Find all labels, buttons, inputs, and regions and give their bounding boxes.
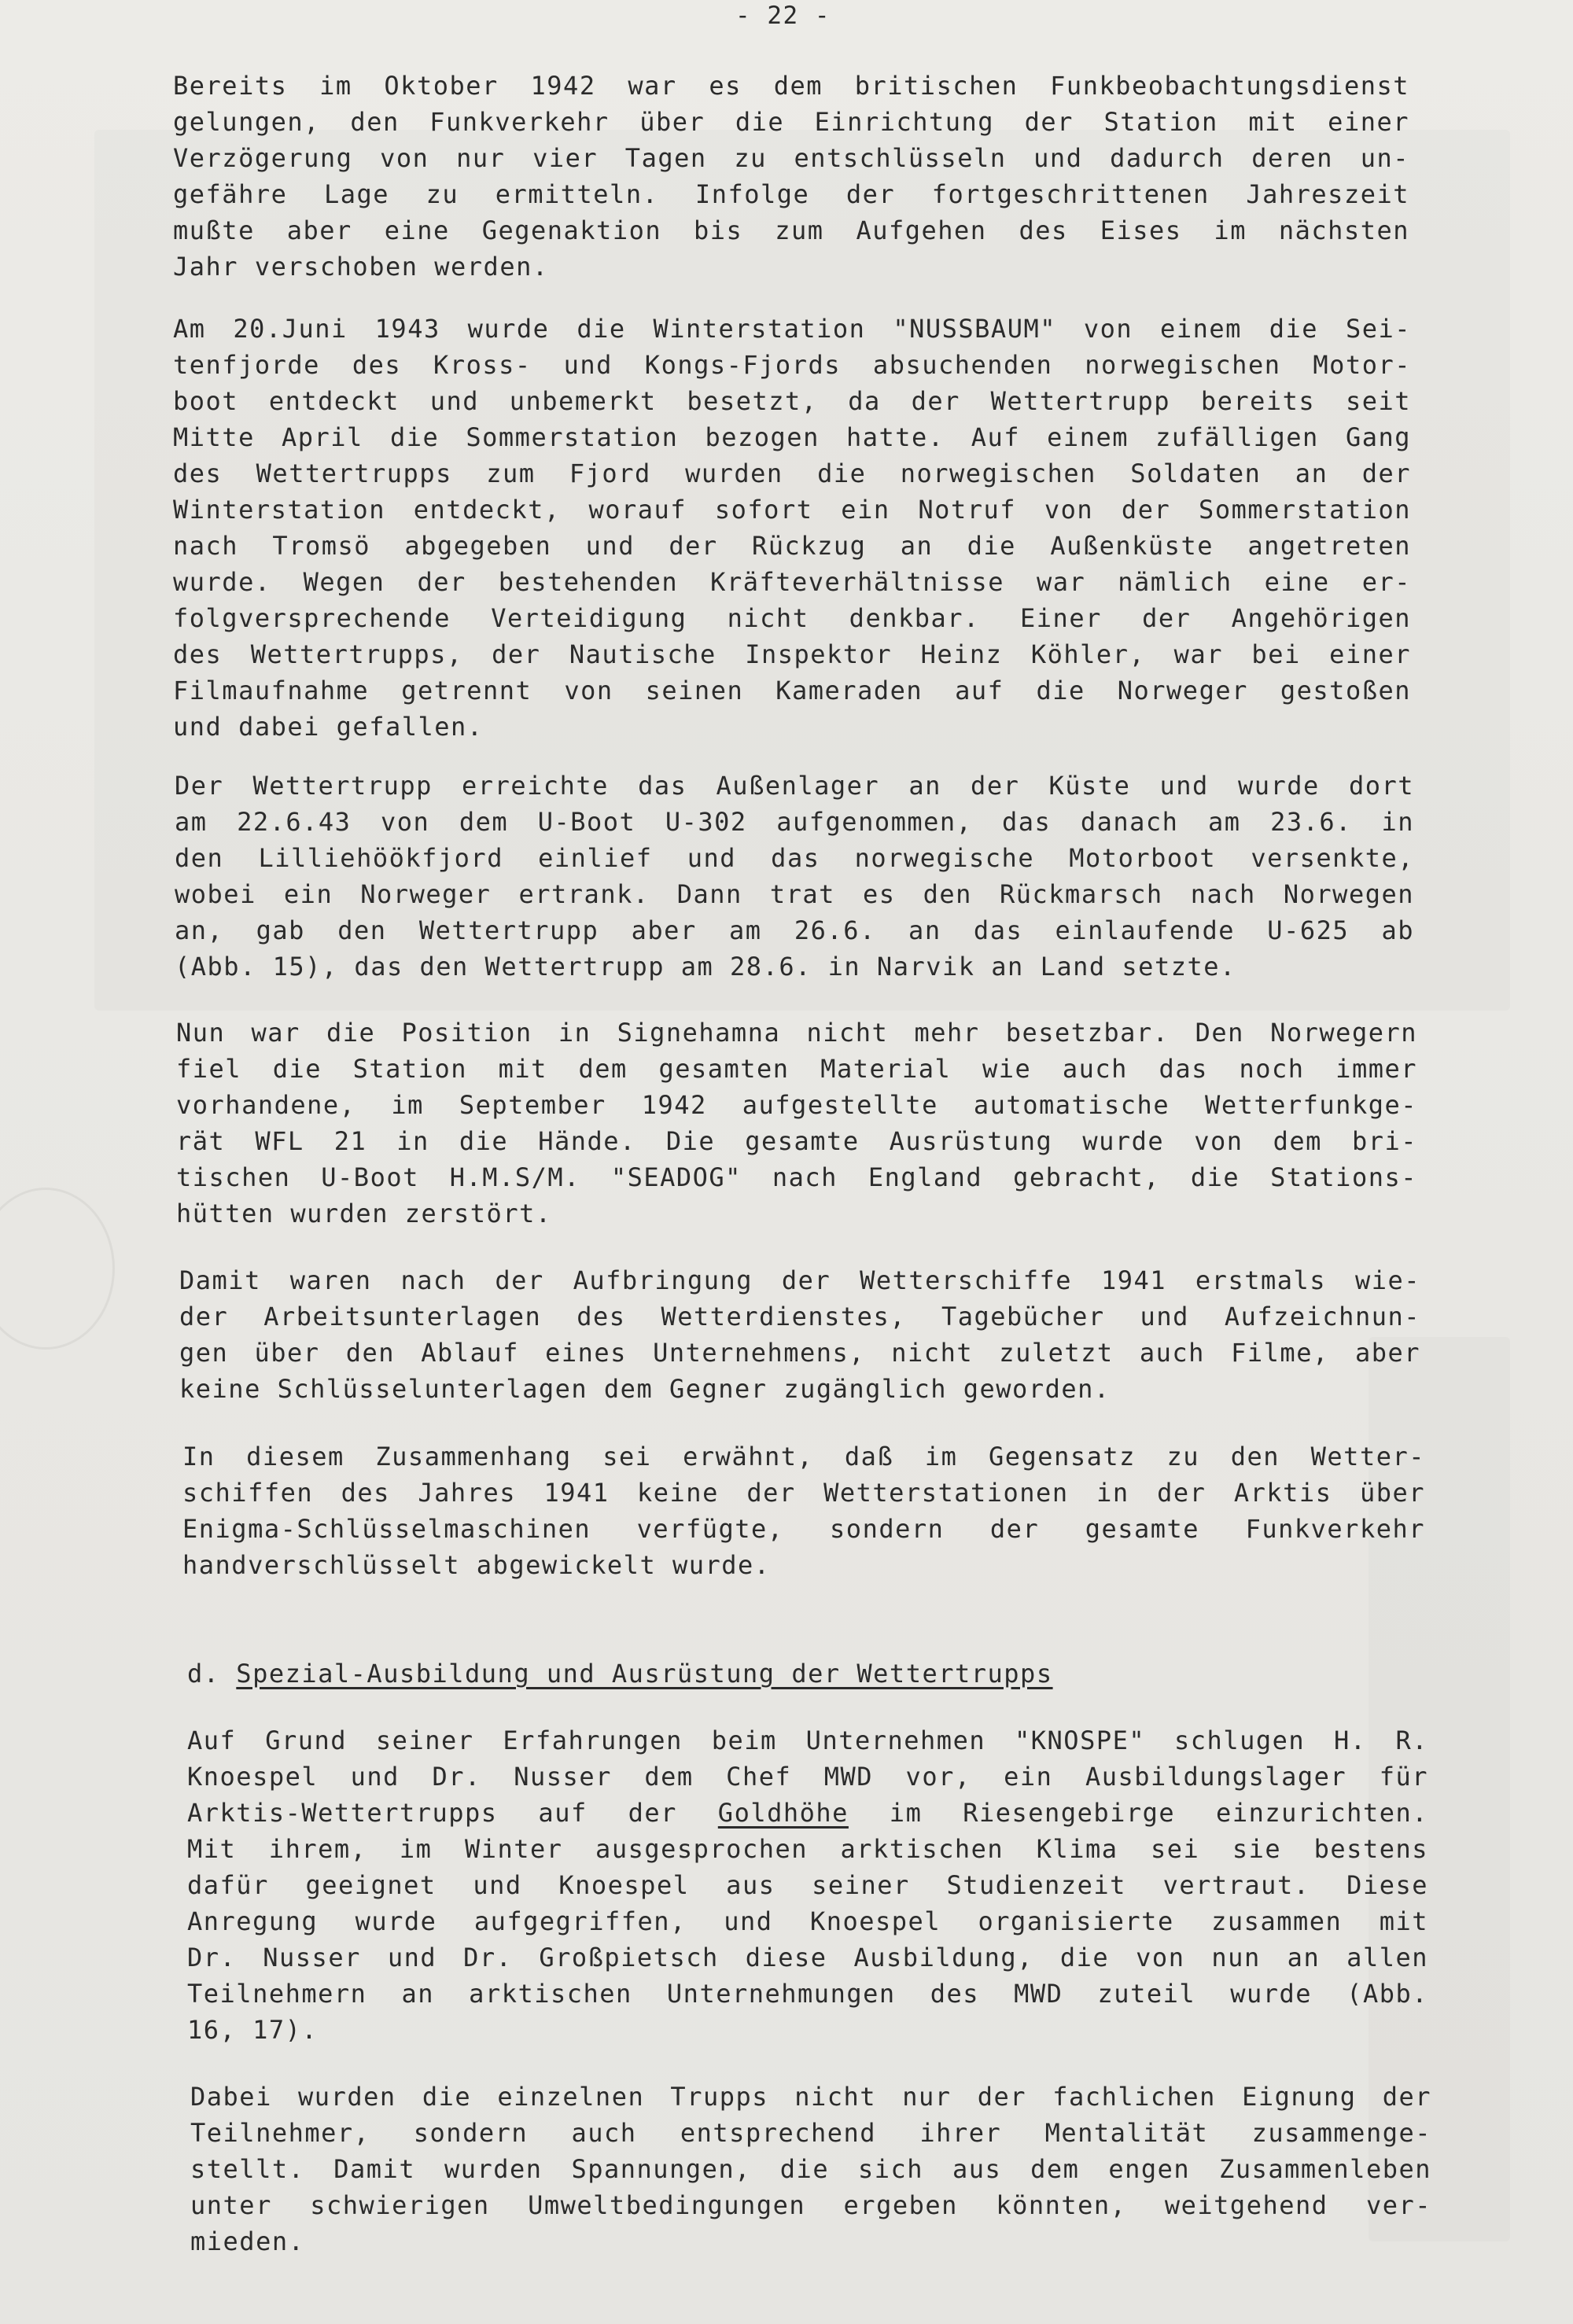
- text-line: Nun war die Position in Signehamna nicht mehr besetzbar. Den Norwegern: [176, 1018, 1417, 1048]
- text-line: hütten wurden zerstört.: [176, 1199, 552, 1228]
- text-line: Dr. Nusser und Dr. Großpietsch diese Ausbildung, die von nun an allen: [187, 1943, 1428, 1972]
- text-line: Bereits im Oktober 1942 war es dem britischen Funkbeobachtungsdienst: [173, 71, 1409, 101]
- text-line: Teilnehmern an arktischen Unternehmungen des MWD zuteil wurde (Abb.: [187, 1979, 1428, 2009]
- text-line: Anregung wurde aufgegriffen, und Knoespel organisierte zusammen mit: [187, 1906, 1428, 1936]
- paragraph: [190, 2079, 1431, 2260]
- text-line: In diesem Zusammenhang sei erwähnt, daß im Gegensatz zu den Wetter-: [182, 1442, 1425, 1471]
- text-line: am 22.6.43 von dem U-Boot U-302 aufgenommen, das danach am 23.6. in: [175, 807, 1414, 837]
- text-line: Winterstation entdeckt, worauf sofort ein Notruf von der Sommerstation: [173, 495, 1411, 525]
- text-line: Am 20.Juni 1943 wurde die Winterstation "NUSSBAUM" von einem die Sei-: [173, 314, 1411, 344]
- text-line: Auf Grund seiner Erfahrungen beim Unternehmen "KNOSPE" schlugen H. R.: [187, 1726, 1428, 1755]
- text-line: Enigma-Schlüsselmaschinen verfügte, sondern der gesamte Funkverkehr: [182, 1514, 1425, 1544]
- bleed-through-stamp: [0, 1188, 115, 1350]
- section-heading-title: Spezial-Ausbildung und Ausrüstung der Wettertrupps: [236, 1659, 1053, 1689]
- text-line: nach Tromsö abgegeben und der Rückzug an die Außenküste angetreten: [173, 531, 1411, 561]
- text-line: Der Wettertrupp erreichte das Außenlager an der Küste und wurde dort: [175, 771, 1414, 801]
- text-line: den Lilliehöökfjord einlief und das norwegische Motorboot versenkte,: [175, 843, 1414, 873]
- text-line: tischen U-Boot H.M.S/M. "SEADOG" nach England gebracht, die Stations-: [176, 1162, 1417, 1192]
- text-line: Verzögerung von nur vier Tagen zu entschlüsseln und dadurch deren un-: [173, 143, 1409, 173]
- text-line: dafür geeignet und Knoespel aus seiner Studienzeit vertraut. Diese: [187, 1870, 1428, 1900]
- text-line: Mitte April die Sommerstation bezogen hatte. Auf einem zufälligen Gang: [173, 422, 1411, 452]
- text-line: der Arbeitsunterlagen des Wetterdienstes, Tagebücher und Aufzeichnun-: [179, 1302, 1420, 1331]
- text-line: fiel die Station mit dem gesamten Material wie auch das noch immer: [176, 1054, 1417, 1084]
- text-line: wurde. Wegen der bestehenden Kräfteverhältnisse war nämlich eine er-: [173, 567, 1411, 597]
- text-line: folgversprechende Verteidigung nicht denkbar. Einer der Angehörigen: [173, 603, 1411, 633]
- paragraph: [173, 68, 1409, 285]
- text-line: keine Schlüsselunterlagen dem Gegner zugänglich geworden.: [179, 1374, 1111, 1404]
- paragraph: [173, 311, 1411, 745]
- paragraph: [182, 1438, 1425, 1583]
- text-line: mieden.: [190, 2226, 305, 2256]
- text-line: Jahr verschoben werden.: [173, 252, 549, 282]
- text-line: des Wettertrupps, der Nautische Inspektor Heinz Köhler, war bei einer: [173, 639, 1411, 669]
- text-line: handverschlüsselt abgewickelt wurde.: [182, 1550, 771, 1580]
- text-line: und dabei gefallen.: [173, 712, 484, 742]
- text-line: stellt. Damit wurden Spannungen, die sich aus dem engen Zusammenleben: [190, 2154, 1431, 2184]
- text-line: rät WFL 21 in die Hände. Die gesamte Ausrüstung wurde von dem bri-: [176, 1126, 1417, 1156]
- text-line: wobei ein Norweger ertrank. Dann trat es den Rückmarsch nach Norwegen: [175, 879, 1414, 909]
- paragraph: [175, 768, 1414, 985]
- text-line: gen über den Ablauf eines Unternehmens, nicht zuletzt auch Filme, aber: [179, 1338, 1420, 1368]
- text-line: Knoespel und Dr. Nusser dem Chef MWD vor, ein Ausbildungslager für: [187, 1762, 1428, 1792]
- underlined-word: Goldhöhe: [717, 1798, 849, 1828]
- text-line: boot entdeckt und unbemerkt besetzt, da der Wettertrupp bereits seit: [173, 386, 1411, 416]
- text-line: gelungen, den Funkverkehr über die Einrichtung der Station mit einer: [173, 107, 1409, 137]
- page-number: - 22 -: [735, 2, 831, 30]
- text-line: an, gab den Wettertrupp aber am 26.6. an das einlaufende U-625 ab: [175, 915, 1414, 945]
- text-line: Teilnehmer, sondern auch entsprechend ihrer Mentalität zusammenge-: [190, 2118, 1431, 2148]
- text-line: tenfjorde des Kross- und Kongs-Fjords absuchenden norwegischen Motor-: [173, 350, 1411, 380]
- section-heading-prefix: d.: [187, 1659, 220, 1689]
- text-line: gefähre Lage zu ermitteln. Infolge der fortgeschrittenen Jahreszeit: [173, 179, 1409, 209]
- text-line: Dabei wurden die einzelnen Trupps nicht nur der fachlichen Eignung der: [190, 2082, 1431, 2112]
- paragraph: [187, 1722, 1428, 2048]
- text-line: Arktis-Wettertrupps auf der Goldhöhe im Riesengebirge einzurichten.: [187, 1798, 1429, 1828]
- text-line: des Wettertrupps zum Fjord wurden die norwegischen Soldaten an der: [173, 459, 1411, 488]
- text-line: schiffen des Jahres 1941 keine der Wetterstationen in der Arktis über: [182, 1478, 1425, 1508]
- text-line: Mit ihrem, im Winter ausgesprochen arktischen Klima sei sie bestens: [187, 1834, 1428, 1864]
- section-heading: [187, 1656, 1053, 1692]
- text-line: 16, 17).: [187, 2015, 319, 2045]
- paragraph: [179, 1262, 1420, 1407]
- paragraph: [176, 1015, 1417, 1232]
- text-line: vorhandene, im September 1942 aufgestellte automatische Wetterfunkge-: [176, 1090, 1417, 1120]
- text-line: (Abb. 15), das den Wettertrupp am 28.6. in Narvik an Land setzte.: [175, 952, 1236, 982]
- text-line: Damit waren nach der Aufbringung der Wetterschiffe 1941 erstmals wie-: [179, 1265, 1420, 1295]
- text-line: mußte aber eine Gegenaktion bis zum Aufgehen des Eises im nächsten: [173, 215, 1409, 245]
- text-line: Filmaufnahme getrennt von seinen Kameraden auf die Norweger gestoßen: [173, 676, 1411, 705]
- text-line: unter schwierigen Umweltbedingungen ergeben könnten, weitgehend ver-: [190, 2190, 1431, 2220]
